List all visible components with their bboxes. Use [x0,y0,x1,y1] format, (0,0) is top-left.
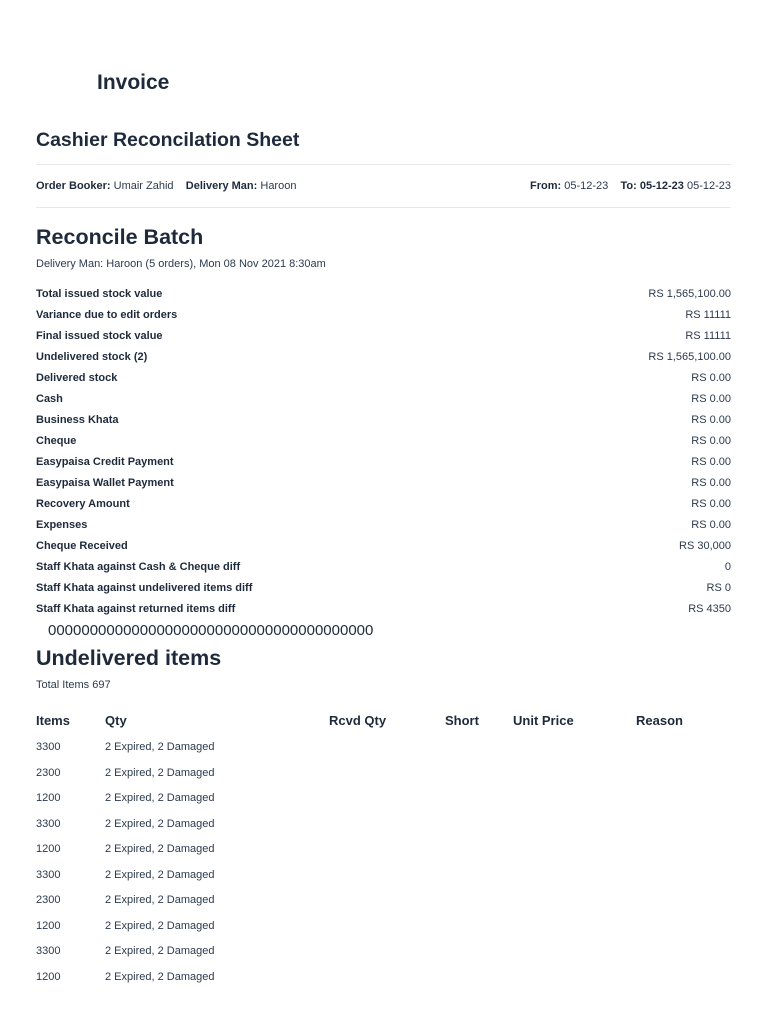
total-items: Total Items 697 [36,679,111,691]
row-qty: 2 Expired, 2 Damaged [105,843,215,855]
row-qty: 2 Expired, 2 Damaged [105,894,215,906]
summary-value: RS 0.00 [691,477,731,489]
summary-label: Delivered stock [36,372,118,384]
summary-value: RS 0 [706,582,731,594]
column-header-rcvd-qty: Rcvd Qty [329,713,387,728]
table-row [0,766,768,792]
summary-value: RS 0.00 [691,456,731,468]
summary-value: RS 4350 [688,603,731,615]
table-row [0,944,768,970]
summary-label: Staff Khata against returned items diff [36,603,236,615]
summary-row [36,473,731,494]
undelivered-title: Undelivered items [36,646,222,670]
row-items: 3300 [36,741,61,753]
from-label: From: [529,180,562,192]
batch-title: Reconcile Batch [36,225,204,249]
row-items: 2300 [36,766,61,779]
column-header-qty: Qty [105,713,127,728]
row-qty: 2 Expired, 2 Damaged [105,817,215,830]
summary-value: RS 11111 [685,309,731,321]
meta-left [36,180,296,192]
summary-value: RS 0.00 [691,393,731,405]
table-row [0,868,768,894]
summary-value: RS 0.00 [691,414,731,426]
summary-row [36,347,731,368]
summary-row [36,578,731,599]
row-items: 1200 [36,919,61,932]
row-items: 1200 [36,843,61,855]
summary-value: RS 0.00 [691,519,731,531]
summary-value: 0 [724,561,731,573]
summary-label: Undelivered stock (2) [36,351,148,363]
summary-value: RS 0.00 [691,498,731,510]
to-value: 05-12-23 [686,180,731,192]
table-row [0,919,768,945]
summary-row [36,431,731,452]
row-qty: 2 Expired, 2 Damaged [105,970,215,983]
row-qty: 2 Expired, 2 Damaged [105,868,215,881]
order-booker-label: Order Booker: [36,180,111,192]
order-booker-value: Umair Zahid [113,180,174,192]
summary-row [36,515,731,536]
summary-row [36,557,731,578]
to-label: To: [620,180,637,192]
summary-label: Expenses [36,519,88,531]
table-row [0,817,768,843]
summary-label: Business Khata [36,414,119,426]
from-value: 05-12-23 [564,180,609,192]
zeros-line: 000000000000000000000000000000000000000 [48,622,374,639]
summary-value: RS 1,565,100.00 [648,351,731,363]
table-row [0,893,768,919]
summary-label: Recovery Amount [36,498,130,510]
undelivered-rows [0,740,768,995]
summary-row [36,368,731,389]
summary-label: Final issued stock value [36,330,163,342]
summary-label: Easypaisa Wallet Payment [36,477,174,489]
row-items: 1200 [36,970,61,983]
meta-divider [36,207,731,208]
summary-row [36,326,731,347]
to-value-bold: 05-12-23 [639,180,684,192]
summary-label: Staff Khata against undelivered items diff [36,582,253,594]
table-row [0,791,768,817]
sheet-title: Cashier Reconcilation Sheet [36,129,300,151]
summary-value: RS 1,565,100.00 [648,288,731,300]
summary-label: Variance due to edit orders [36,309,178,321]
row-qty: 2 Expired, 2 Damaged [105,741,215,753]
column-header-short: Short [445,713,479,728]
batch-subtitle: Delivery Man: Haroon (5 orders), Mon 08 Nov 2021 8:30am [36,258,326,270]
invoice-title: Invoice [97,71,170,94]
delivery-man-label: Delivery Man: [185,180,258,192]
row-qty: 2 Expired, 2 Damaged [105,945,215,957]
table-row [0,970,768,996]
summary-row [36,494,731,515]
table-row [0,842,768,868]
column-header-unit-price: Unit Price [513,713,574,728]
column-header-items: Items [36,713,70,728]
meta-right [530,180,731,192]
summary-value: RS 0.00 [691,435,731,447]
row-qty: 2 Expired, 2 Damaged [105,766,215,779]
summary-list [36,284,731,620]
summary-row [36,389,731,410]
row-items: 3300 [36,945,61,957]
summary-row [36,536,731,557]
row-items: 3300 [36,817,61,830]
summary-label: Cash [36,393,63,405]
top-divider [36,164,731,165]
row-items: 2300 [36,894,61,906]
summary-value: RS 11111 [685,330,731,342]
row-items: 3300 [36,868,61,881]
delivery-man-value: Haroon [260,180,297,192]
row-qty: 2 Expired, 2 Damaged [105,792,215,804]
summary-row [36,452,731,473]
summary-row [36,305,731,326]
column-header-reason: Reason [636,713,683,728]
table-row [0,740,768,766]
summary-row [36,284,731,305]
row-qty: 2 Expired, 2 Damaged [105,919,215,932]
summary-row [36,599,731,620]
summary-value: RS 30,000 [679,540,731,552]
summary-label: Staff Khata against Cash & Cheque diff [36,561,241,573]
summary-label: Cheque [36,435,77,447]
summary-value: RS 0.00 [691,372,731,384]
summary-label: Total issued stock value [36,288,163,300]
summary-row [36,410,731,431]
summary-label: Cheque Received [36,540,128,552]
row-items: 1200 [36,792,61,804]
summary-label: Easypaisa Credit Payment [36,456,174,468]
